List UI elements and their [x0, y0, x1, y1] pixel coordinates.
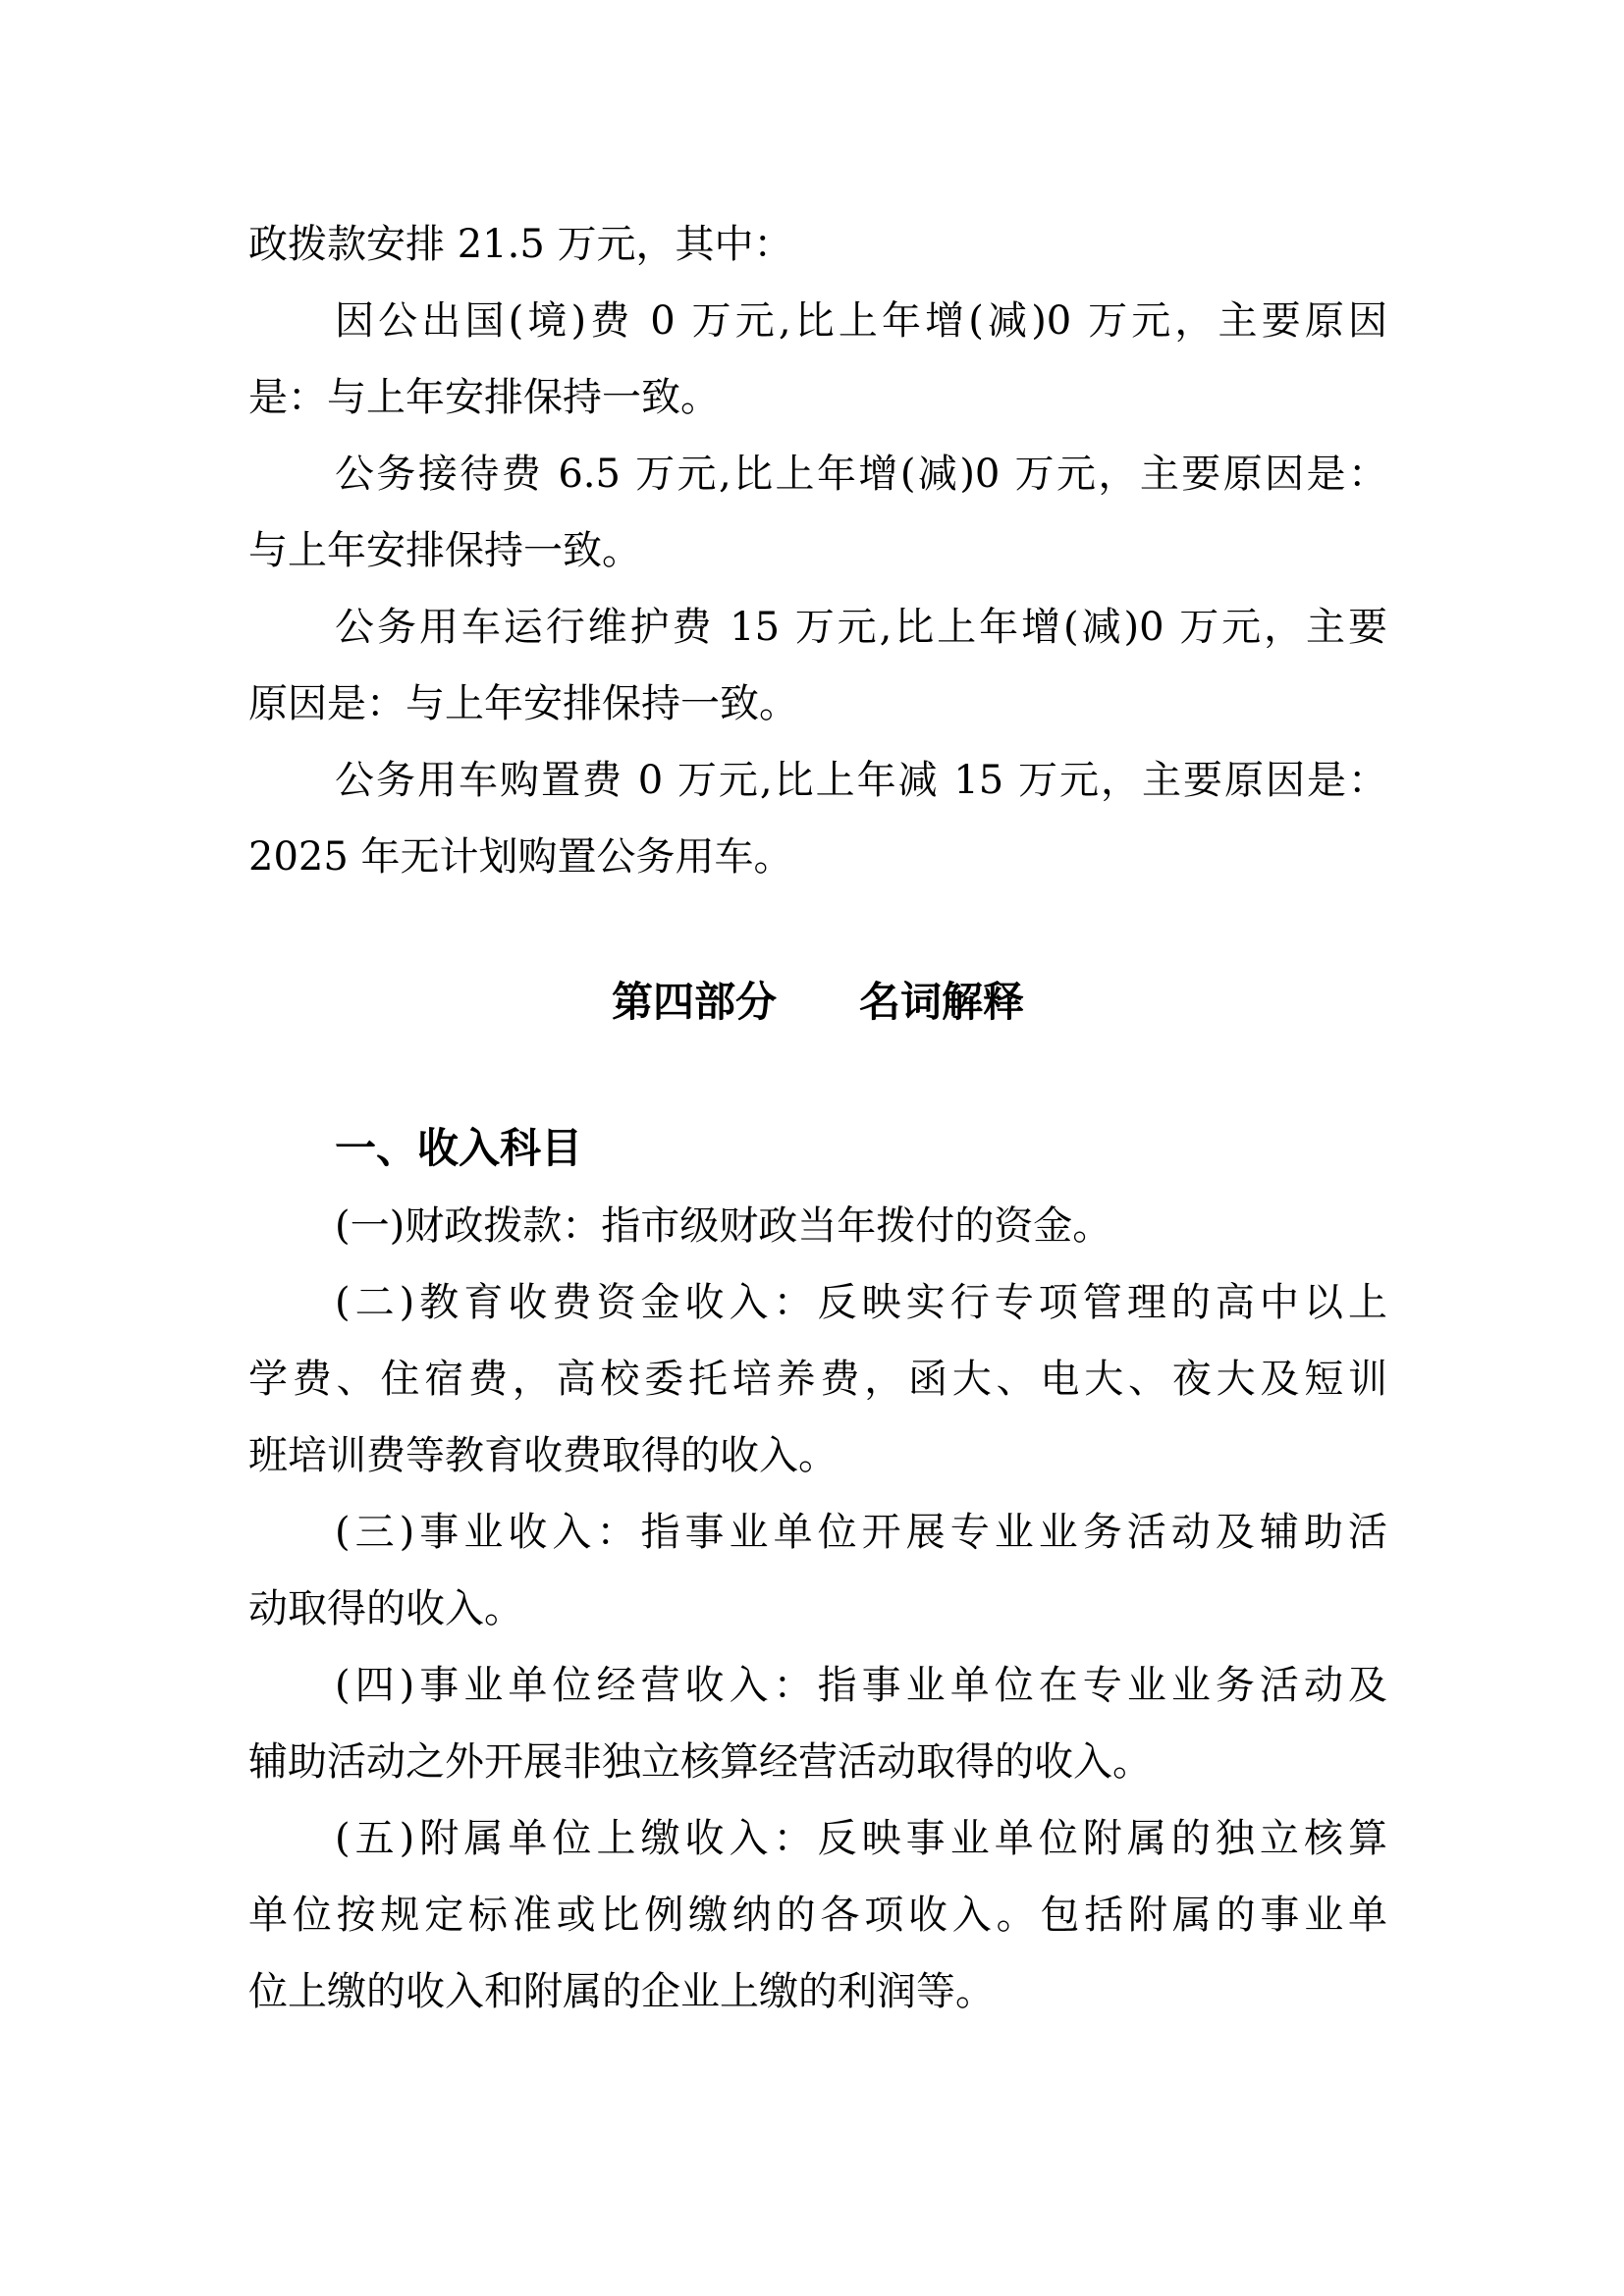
paragraph-line: 班培训费等教育收费取得的收入。	[248, 1433, 838, 1478]
paragraph-reception-fee	[248, 436, 1387, 589]
paragraph-line: 与上年安排保持一致。	[248, 528, 641, 573]
paragraph-line: 政拨款安排 21.5 万元，其中：	[248, 222, 793, 267]
paragraph-continuation	[248, 206, 1387, 283]
paragraph-line: (五)附属单位上缴收入：反映事业单位附属的独立核算	[335, 1816, 1387, 1861]
paragraph-line: 辅助活动之外开展非独立核算经营活动取得的收入。	[248, 1739, 1152, 1785]
paragraph-operating-income	[248, 1647, 1387, 1800]
paragraph-line: 学费、住宿费，高校委托培养费，函大、电大、夜大及短训	[248, 1357, 1387, 1402]
paragraph-fiscal-appropriation	[248, 1188, 1387, 1264]
subheading: 一、收入科目	[335, 1124, 583, 1172]
paragraph-line: 单位按规定标准或比例缴纳的各项收入。包括附属的事业单	[248, 1893, 1387, 1938]
paragraph-line: (四)事业单位经营收入：指事业单位在专业业务活动及	[335, 1663, 1387, 1708]
paragraph-business-income	[248, 1494, 1387, 1647]
paragraph-line: 是：与上年安排保持一致。	[248, 375, 720, 420]
paragraph-line: 因公出国(境)费 0 万元,比上年增(减)0 万元，主要原因	[335, 298, 1387, 344]
section-heading: 第四部分 名词解释	[611, 978, 1024, 1026]
paragraph-line: 公务用车运行维护费 15 万元,比上年增(减)0 万元，主要	[335, 605, 1387, 650]
paragraph-education-fee-income	[248, 1264, 1387, 1494]
paragraph-line: 动取得的收入。	[248, 1586, 523, 1631]
paragraph-outbound-travel-fee	[248, 283, 1387, 436]
paragraph-line: (一)财政拨款：指市级财政当年拨付的资金。	[335, 1203, 1112, 1249]
paragraph-line: (三)事业收入：指事业单位开展专业业务活动及辅助活	[335, 1510, 1387, 1555]
paragraph-line: 2025 年无计划购置公务用车。	[248, 834, 793, 880]
paragraph-subsidiary-income	[248, 1800, 1387, 2030]
paragraph-line: 公务用车购置费 0 万元,比上年减 15 万元，主要原因是：	[335, 758, 1387, 803]
paragraph-line: (二)教育收费资金收入：反映实行专项管理的高中以上	[335, 1280, 1387, 1325]
paragraph-line: 公务接待费 6.5 万元,比上年增(减)0 万元，主要原因是：	[335, 452, 1387, 497]
paragraph-line: 原因是：与上年安排保持一致。	[248, 681, 798, 726]
paragraph-line: 位上缴的收入和附属的企业上缴的利润等。	[248, 1969, 995, 2014]
paragraph-vehicle-maintenance-fee	[248, 589, 1387, 742]
document-page	[248, 206, 1387, 2030]
paragraph-vehicle-purchase-fee	[248, 742, 1387, 895]
